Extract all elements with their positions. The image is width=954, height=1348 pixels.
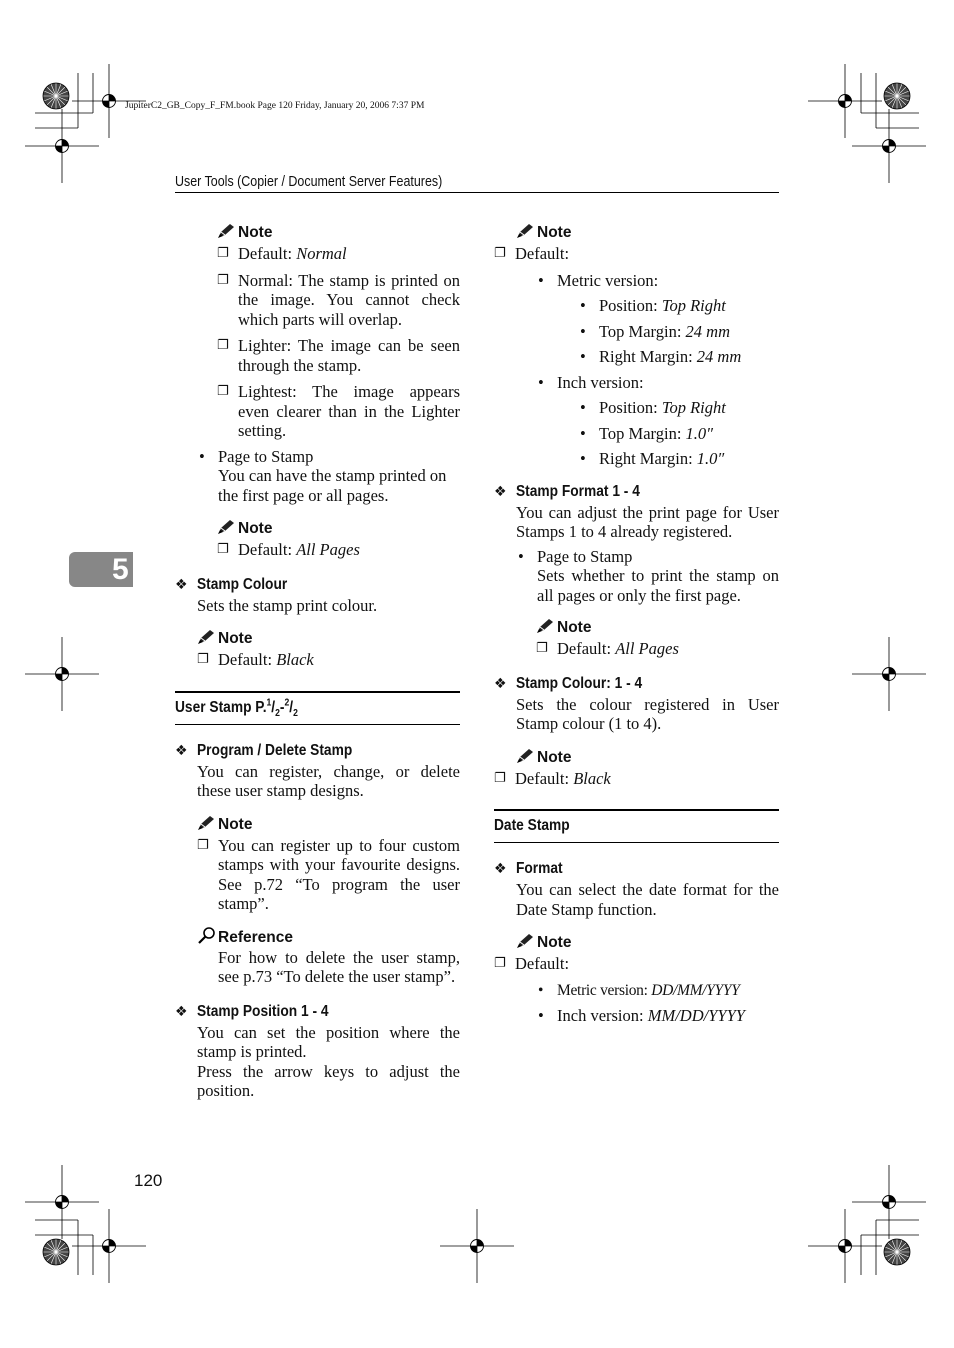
section-heading: User Stamp $P.^1/_2-^2/_2$ (175, 691, 460, 725)
list-item (197, 447, 460, 506)
note-item: ❐ Lighter: The image can be seen through the stamp. (217, 336, 460, 375)
item-desc: You can register, change, or delete these user stamp designs. (197, 761, 460, 800)
item-heading: ❖ Stamp Position 1 - 4 (175, 1001, 460, 1023)
pencil-icon (516, 933, 535, 949)
note-heading: Note (516, 932, 779, 954)
list-item: • Metric version: (536, 271, 779, 291)
list-item: • Top Margin: 24 mm (578, 322, 779, 342)
list-item (516, 547, 779, 606)
list-item: • Inch version: (536, 373, 779, 393)
right-column (494, 222, 779, 1026)
pencil-icon (197, 815, 216, 831)
list-item: • Top Margin: 1.0″ (578, 424, 779, 444)
note-heading: Note (197, 814, 460, 836)
print-slug: JupiterC2_GB_Copy_F_FM.book Page 120 Friday, January 20, 2006 7:37 PM (125, 101, 425, 111)
item-heading: ❖ Stamp Colour (175, 574, 460, 596)
item-heading: ❖ Program / Delete Stamp (175, 740, 460, 762)
note-item: ❐ Default: (494, 244, 779, 264)
magnifier-icon (197, 926, 217, 944)
header-rule (175, 192, 779, 193)
note-heading: Note (217, 222, 460, 244)
pencil-icon (197, 629, 216, 645)
note-item: ❐ Default: Black (494, 769, 779, 789)
list-item: • Metric version: DD/MM/YYYY (536, 981, 779, 1001)
diamond-icon: ❖ (494, 675, 507, 692)
pencil-icon (217, 519, 236, 535)
note-heading: Note (217, 518, 460, 540)
note-item: ❐ Default: (494, 954, 779, 974)
item-heading: ❖ Stamp Colour: 1 - 4 (494, 673, 779, 695)
list-item: • Position: Top Right (578, 398, 779, 418)
list-item: • Position: Top Right (578, 296, 779, 316)
item-desc: You can set the position where the stamp is printed. (197, 1022, 460, 1061)
pencil-icon (536, 618, 555, 634)
pencil-icon (516, 748, 535, 764)
list-item: • Inch version: MM/DD/YYYY (536, 1006, 779, 1026)
diamond-icon: ❖ (494, 483, 507, 500)
item-heading: ❖ Format (494, 858, 779, 880)
list-item: • Right Margin: 1.0″ (578, 449, 779, 469)
note-item: ❐ Default: Normal (217, 244, 460, 264)
section-heading: Date Stamp (494, 809, 779, 843)
note-item: ❐ Normal: The stamp is printed on the image. You cannot check which parts will overlap. (217, 271, 460, 330)
left-column (175, 222, 460, 1101)
note-item: ❐ Default: All Pages (217, 540, 460, 560)
item-heading: ❖ Stamp Format 1 - 4 (494, 481, 779, 503)
item-title: • Page to Stamp (218, 446, 314, 466)
note-item: ❐ Default: All Pages (536, 639, 779, 659)
chapter-number: 5 (112, 553, 129, 586)
item-desc: Sets the colour registered in User Stamp colour (1 to 4). (516, 694, 779, 733)
item-desc: You can have the stamp printed on the first page or all pages. (218, 466, 447, 505)
item-desc: Sets whether to print the stamp on all pages or only the first page. (537, 566, 779, 605)
chapter-tab (69, 552, 133, 587)
item-desc: You can adjust the print page for User Stamps 1 to 4 already registered. (516, 502, 779, 541)
note-heading: Note (516, 222, 779, 244)
note-item: ❐ Default: Black (197, 650, 460, 670)
pencil-icon (217, 223, 236, 239)
diamond-icon: ❖ (175, 742, 188, 759)
pencil-icon (516, 223, 535, 239)
diamond-icon: ❖ (175, 1003, 188, 1020)
note-heading: Note (197, 628, 460, 650)
diamond-icon: ❖ (175, 576, 188, 593)
item-title: • Page to Stamp (537, 546, 633, 566)
note-item: ❐ You can register up to four custom stamps with your favourite designs. See p.72 “To program the user stamp”. (197, 836, 460, 914)
diamond-icon: ❖ (494, 861, 507, 877)
running-header: User Tools (Copier / Document Server Features) (175, 174, 443, 190)
item-desc: You can select the date format for the Date Stamp function. (516, 880, 779, 919)
reference-heading: Reference (197, 926, 460, 948)
item-desc: Sets the stamp print colour. (197, 595, 378, 615)
list-item: • Right Margin: 24 mm (578, 347, 779, 367)
item-desc: Press the arrow keys to adjust the position. (197, 1061, 460, 1100)
note-item: ❐ Lightest: The image appears even clearer than in the Lighter setting. (217, 382, 460, 441)
reference-text: For how to delete the user stamp, see p.73 “To delete the user stamp”. (218, 947, 460, 986)
note-heading: Note (536, 617, 779, 639)
note-heading: Note (516, 747, 779, 769)
page-number: 120 (134, 1171, 163, 1190)
